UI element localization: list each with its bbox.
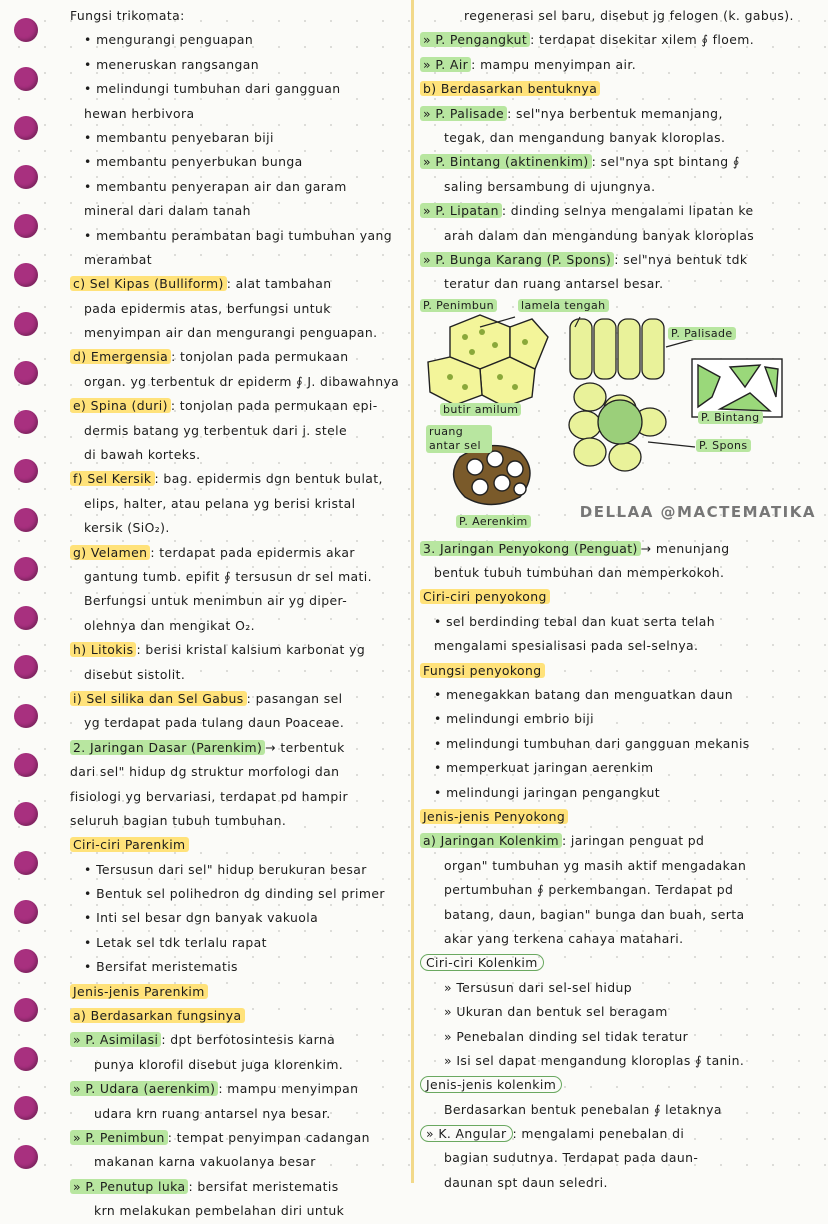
term-description: : sel"nya bentuk tdk	[614, 251, 748, 267]
note-line: disebut sistolit.	[84, 666, 186, 682]
note-line	[70, 1126, 408, 1150]
highlighted-term: g) Velamen	[70, 545, 150, 560]
note-line: organ. yg terbentuk dr epiderm ∮ J. dibawahnya	[84, 373, 400, 389]
note-line	[70, 1175, 408, 1199]
binder-hole	[14, 410, 38, 434]
binder-hole	[14, 165, 38, 189]
label-palisade: P. Palisade	[668, 327, 736, 340]
aerenkim-cells	[454, 445, 530, 504]
note-line: • melindungi tumbuhan dari gangguan mekanis	[420, 732, 824, 756]
label-amilum: butir amilum	[440, 403, 521, 416]
note-line: • menegakkan batang dan menguatkan daun	[420, 683, 824, 707]
note-line	[420, 102, 824, 126]
note-line: Berfungsi untuk menimbun air yg diper-	[84, 593, 348, 609]
note-line: • sel berdinding tebal dan kuat serta telah	[420, 610, 824, 634]
note-line	[70, 638, 408, 662]
note-line	[420, 77, 824, 101]
note-line: menyimpan air dan mengurangi penguapan.	[84, 325, 378, 341]
highlighted-term: e) Spina (duri)	[70, 398, 171, 413]
term-description: : jaringan penguat pd	[561, 833, 705, 849]
highlighted-term: Ciri-ciri Kolenkim	[420, 954, 544, 971]
binder-hole	[14, 1145, 38, 1169]
highlighted-term: » P. Udara (aerenkim)	[70, 1081, 218, 1096]
note-line: • Inti sel besar dgn banyak vakuola	[70, 906, 408, 930]
term-description: → menunjang	[640, 540, 730, 556]
note-line: • membantu penyerbukan bunga	[70, 150, 408, 174]
note-line: dermis batang yg terbentuk dari j. stele	[84, 422, 347, 438]
note-line	[70, 1028, 408, 1052]
term-description: : tonjolan pada permukaan	[171, 349, 349, 365]
note-line: batang, daun, bagian" bunga dan buah, serta	[444, 906, 745, 922]
right-bottom-notes	[420, 537, 824, 1196]
note-line	[420, 585, 824, 609]
note-line	[70, 1004, 408, 1028]
note-line: • memperkuat jaringan aerenkim	[420, 756, 824, 780]
note-line	[420, 829, 824, 853]
term-description: : sel"nya spt bintang ∮	[591, 154, 740, 170]
author-credit: DELLAA @MACTEMATIKA	[579, 502, 816, 521]
note-line: • membantu penyerapan air dan garam	[70, 175, 408, 199]
term-description: : tempat penyimpan cadangan	[167, 1129, 370, 1145]
note-line: organ" tumbuhan yg masih aktif mengadakan	[444, 857, 747, 873]
note-line	[70, 541, 408, 565]
binder-hole	[14, 655, 38, 679]
binder-hole	[14, 704, 38, 728]
highlighted-term: Jenis-jenis kolenkim	[420, 1076, 562, 1093]
note-line	[420, 150, 824, 174]
note-line: yg terdapat pada tulang daun Poaceae.	[84, 715, 345, 731]
left-column	[70, 4, 408, 1224]
note-line	[70, 980, 408, 1004]
note-line	[420, 1122, 824, 1146]
note-line: seluruh bagian tubuh tumbuhan.	[70, 812, 287, 828]
note-line	[420, 199, 824, 223]
note-line: bagian sudutnya. Terdapat pada daun-	[444, 1150, 699, 1166]
note-line: pertumbuhan ∮ perkembangan. Terdapat pd	[444, 882, 734, 898]
note-line: udara krn ruang antarsel nya besar.	[94, 1105, 331, 1121]
note-line	[420, 53, 824, 77]
cell-drawings	[420, 297, 824, 537]
highlighted-term: f) Sel Kersik	[70, 471, 155, 486]
term-description: : bag. epidermis dgn bentuk bulat,	[154, 471, 383, 487]
highlighted-term: » P. Air	[420, 57, 471, 72]
binder-hole	[14, 361, 38, 385]
term-description: : terdapat disekitar xilem ∮ floem.	[530, 32, 755, 48]
note-line: • membantu perambatan bagi tumbuhan yang	[70, 224, 408, 248]
highlighted-term: » P. Pengangkut	[420, 32, 530, 47]
label-ruang: ruang antar sel	[426, 425, 492, 453]
term-description: : mengalami penebalan di	[512, 1126, 685, 1142]
highlighted-term: » P. Penimbun	[70, 1130, 168, 1145]
highlighted-term: Ciri-ciri Parenkim	[70, 837, 189, 852]
highlighted-term: Jenis-jenis Penyokong	[420, 809, 568, 824]
binder-hole	[14, 116, 38, 140]
binder-hole	[14, 214, 38, 238]
parenchyma-diagram	[420, 297, 824, 537]
highlighted-term: b) Berdasarkan bentuknya	[420, 81, 600, 96]
highlighted-term: 3. Jaringan Penyokong (Penguat)	[420, 541, 641, 556]
label-spons: P. Spons	[696, 439, 751, 452]
highlighted-term: Ciri-ciri penyokong	[420, 589, 550, 604]
bintang-cells	[692, 359, 782, 417]
binder-hole	[14, 263, 38, 287]
note-line: di bawah korteks.	[84, 447, 201, 463]
note-line: mineral dari dalam tanah	[84, 203, 251, 219]
binder-hole	[14, 459, 38, 483]
binder-hole	[14, 1047, 38, 1071]
highlighted-term: » P. Lipatan	[420, 203, 502, 218]
note-line	[420, 28, 824, 52]
note-line: dari sel" hidup dg struktur morfologi dan	[70, 764, 340, 780]
column-divider	[411, 0, 414, 1183]
note-line: daunan spt daun seledri.	[444, 1174, 608, 1190]
note-line	[420, 1073, 824, 1097]
highlighted-term: d) Emergensia	[70, 349, 171, 364]
note-line	[70, 394, 408, 418]
term-description: : berisi kristal kalsium karbonat yg	[136, 642, 366, 658]
term-description: : terdapat pada epidermis akar	[150, 544, 355, 560]
highlighted-term: i) Sel silika dan Sel Gabus	[70, 691, 247, 706]
note-line: mengalami spesialisasi pada sel-selnya.	[434, 638, 699, 654]
highlighted-term: c) Sel Kipas (Bulliform)	[70, 276, 227, 291]
note-line: • melindungi tumbuhan dari gangguan	[70, 77, 408, 101]
note-line: gantung tumb. epifit ∮ tersusun dr sel mati.	[84, 568, 372, 584]
binder-hole	[14, 900, 38, 924]
note-line	[70, 736, 408, 760]
note-line: merambat	[84, 251, 152, 267]
term-description: : dinding selnya mengalami lipatan ke	[501, 203, 754, 219]
note-line: bentuk tubuh tumbuhan dan memperkokoh.	[434, 565, 725, 581]
note-line	[420, 805, 824, 829]
binder-hole	[14, 851, 38, 875]
note-line	[70, 467, 408, 491]
note-line	[420, 951, 824, 975]
note-line: pada epidermis atas, berfungsi untuk	[84, 300, 331, 316]
term-description: : dpt berfotosintesis karna	[161, 1032, 336, 1048]
note-line: krn melakukan pembelahan diri untuk	[94, 1203, 345, 1219]
note-line: » Penebalan dinding sel tidak teratur	[444, 1028, 689, 1044]
note-line: • Bentuk sel polihedron dg dinding sel primer	[70, 882, 408, 906]
note-line: • Bersifat meristematis	[70, 955, 408, 979]
binder-hole	[14, 1096, 38, 1120]
note-line: saling bersambung di ujungnya.	[444, 178, 656, 194]
binder-hole	[14, 557, 38, 581]
penimbun-cells	[428, 315, 548, 407]
binder-hole	[14, 753, 38, 777]
note-line: punya klorofil disebut juga klorenkim.	[94, 1056, 344, 1072]
binder-hole	[14, 18, 38, 42]
note-line: fisiologi yg bervariasi, terdapat pd hampir	[70, 788, 348, 804]
binder-holes	[14, 18, 40, 1194]
highlighted-term: a) Berdasarkan fungsinya	[70, 1008, 245, 1023]
highlighted-term: Fungsi penyokong	[420, 663, 545, 678]
term-description: : bersifat meristematis	[188, 1178, 339, 1194]
label-bintang: P. Bintang	[698, 411, 763, 424]
highlighted-term: a) Jaringan Kolenkim	[420, 833, 562, 848]
term-description: : mampu menyimpan	[218, 1081, 359, 1097]
highlighted-term: 2. Jaringan Dasar (Parenkim)	[70, 740, 265, 755]
note-line: • mengurangi penguapan	[70, 28, 408, 52]
note-line: akar yang terkena cahaya matahari.	[444, 930, 684, 946]
note-line	[420, 248, 824, 272]
term-description: : pasangan sel	[246, 690, 343, 706]
note-line: • membantu penyebaran biji	[70, 126, 408, 150]
term-description: : alat tambahan	[226, 276, 332, 292]
binder-hole	[14, 312, 38, 336]
highlighted-term: h) Litokis	[70, 642, 136, 657]
term-description: : sel"nya berbentuk memanjang,	[507, 105, 723, 121]
binder-hole	[14, 802, 38, 826]
note-line	[70, 833, 408, 857]
label-aerenkim: P. Aerenkim	[456, 515, 531, 528]
note-line: » Isi sel dapat mengandung kloroplas ∮ tanin.	[444, 1052, 745, 1068]
highlighted-term: » K. Angular	[420, 1125, 513, 1142]
note-line: » Ukuran dan bentuk sel beragam	[444, 1004, 668, 1020]
note-line: arah dalam dan mengandung banyak kloroplas	[444, 227, 755, 243]
note-line: Fungsi trikomata:	[70, 8, 185, 23]
binder-hole	[14, 949, 38, 973]
term-description: : tonjolan pada permukaan epi-	[170, 398, 378, 414]
highlighted-term: » P. Bintang (aktinenkim)	[420, 154, 592, 169]
label-lamela: lamela tengah	[518, 299, 609, 312]
highlighted-term: » P. Asimilasi	[70, 1032, 161, 1047]
note-line: • melindungi jaringan pengangkut	[420, 781, 824, 805]
binder-hole	[14, 508, 38, 532]
note-line	[420, 537, 824, 561]
note-line: • melindungi embrio biji	[420, 707, 824, 731]
highlighted-term: Jenis-jenis Parenkim	[70, 984, 208, 999]
note-line: » Tersusun dari sel-sel hidup	[444, 979, 632, 995]
highlighted-term: » P. Palisade	[420, 106, 507, 121]
note-line: • meneruskan rangsangan	[70, 53, 408, 77]
highlighted-term: » P. Penutup luka	[70, 1179, 188, 1194]
note-line: regenerasi sel baru, disebut jg felogen (k. gabus).	[464, 8, 794, 23]
term-description: → terbentuk	[265, 739, 345, 755]
note-line: makanan karna vakuolanya besar	[94, 1154, 316, 1170]
note-line: hewan herbivora	[84, 105, 195, 121]
binder-hole	[14, 998, 38, 1022]
note-line	[70, 345, 408, 369]
note-line: Berdasarkan bentuk penebalan ∮ letaknya	[444, 1101, 722, 1117]
note-line: kersik (SiO₂).	[84, 520, 170, 536]
label-penimbun: P. Penimbun	[420, 299, 497, 312]
right-column	[420, 4, 824, 1195]
note-line	[70, 687, 408, 711]
note-line: olehnya dan mengikat O₂.	[84, 617, 255, 633]
note-line	[420, 659, 824, 683]
note-line: elips, halter, atau pelana yg berisi kristal	[84, 495, 356, 511]
term-description: : mampu menyimpan air.	[471, 56, 637, 72]
right-top-notes	[420, 4, 824, 297]
highlighted-term: » P. Bunga Karang (P. Spons)	[420, 252, 614, 267]
note-line: • Tersusun dari sel" hidup berukuran besar	[70, 858, 408, 882]
note-line	[70, 1077, 408, 1101]
palisade-cells	[569, 319, 666, 471]
note-line	[70, 272, 408, 296]
note-line: teratur dan ruang antarsel besar.	[444, 276, 664, 292]
note-line: tegak, dan mengandung banyak kloroplas.	[444, 129, 726, 145]
binder-hole	[14, 67, 38, 91]
binder-hole	[14, 606, 38, 630]
note-line: • Letak sel tdk terlalu rapat	[70, 931, 408, 955]
